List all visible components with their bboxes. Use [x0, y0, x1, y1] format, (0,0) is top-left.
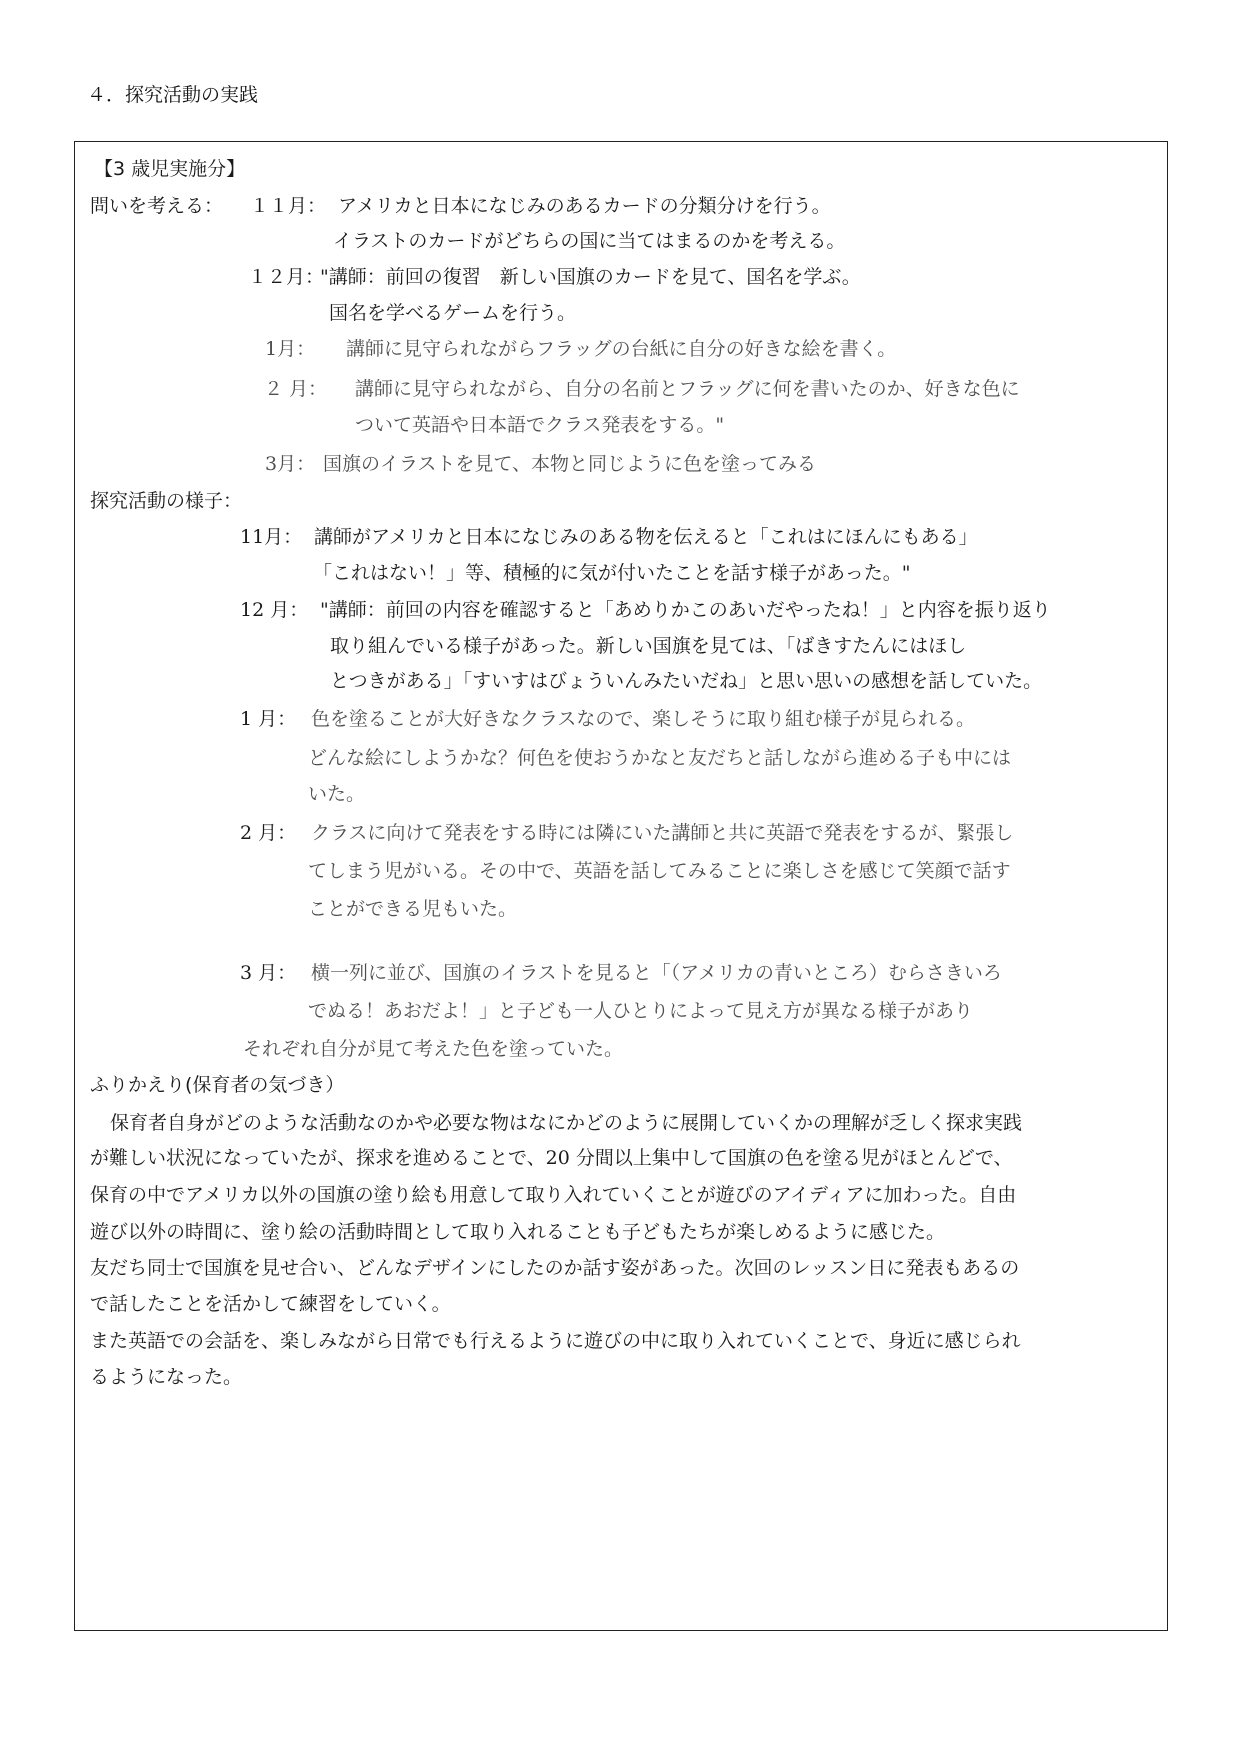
questions-jan-line1: 講師に見守られながらフラッグの台紙に自分の好きな絵を書く。 — [346, 338, 897, 360]
activity-mar-line2: でぬる！あおだよ！」と子ども一人ひとりによって見え方が異なる様子があり — [308, 1000, 974, 1022]
reflection-p2-line2: で話したことを活かして練習をしていく。 — [90, 1293, 451, 1315]
activity-dec-month: 12 月： — [240, 599, 309, 621]
reflection-p1-line3: 保育の中でアメリカ以外の国旗の塗り絵も用意して取り入れていくことが遊びのアイディアに加わった。自由 — [90, 1184, 1017, 1206]
activity-jan-line2: どんな絵にしようかな？何色を使おうかなと友だちと話しながら進める子も中には — [308, 747, 1012, 769]
reflection-p1-line2: が難しい状況になっていたが、探求を進めることで、20 分間以上集中して国旗の色を塗る児がほとんどで、 — [90, 1147, 1013, 1169]
activity-jan-month: 1 月： — [240, 708, 297, 730]
activity-nov-line1: 講師がアメリカと日本になじみのある物を伝えると「これはにほんにもある」 — [314, 526, 978, 548]
activity-feb-line2: てしまう児がいる。その中で、英語を話してみることに楽しさを感じて笑顔で話す — [308, 860, 1011, 882]
reflection-label: ふりかえり(保育者の気づき） — [90, 1074, 345, 1096]
activity-jan-line3: いた。 — [308, 783, 366, 805]
questions-feb-month: ２ 月： — [264, 378, 328, 400]
questions-mar-line1: 国旗のイラストを見て、本物と同じように色を塗ってみる — [323, 453, 817, 475]
activity-mar-month: 3 月： — [240, 962, 297, 984]
reflection-p1-line1: 保育者自身がどのような活動なのかや必要な物はなにかどのように展開していくかの理解が乏しく探求実践 — [110, 1112, 1023, 1134]
reflection-p3-line1: また英語での会話を、楽しみながら日常でも行えるように遊びの中に取り入れていくことで、身近に感じられ — [90, 1330, 1021, 1352]
questions-feb-line1: 講師に見守られながら、自分の名前とフラッグに何を書いたのか、好きな色に — [355, 378, 1020, 400]
questions-label: 問いを考える： — [90, 195, 224, 217]
class-label: 【3 歳児実施分】 — [94, 158, 246, 180]
activity-jan-line1: 色を塗ることが大好きなクラスなので、楽しそうに取り組む様子が見られる。 — [311, 708, 976, 730]
questions-nov-line1: アメリカと日本になじみのあるカードの分類分けを行う。 — [338, 195, 831, 217]
questions-dec-month: １２月： — [248, 266, 325, 288]
questions-jan-month: 1月： — [265, 338, 316, 360]
activity-dec-line3: とつきがある」「すいすはびょういんみたいだね」と思い思いの感想を話していた。 — [330, 670, 1043, 692]
activity-nov-line2: 「これはない！」等、積極的に気が付いたことを話す様子があった。" — [313, 562, 911, 584]
activity-feb-line1: クラスに向けて発表をする時には隣にいた講師と共に英語で発表をするが、緊張し — [311, 822, 1014, 844]
activity-mar-line3: それぞれ自分が見て考えた色を塗っていた。 — [243, 1038, 624, 1060]
questions-nov-month: １１月： — [250, 195, 327, 217]
activity-nov-month: 11月： — [240, 526, 303, 548]
questions-dec-line2: 国名を学べるゲームを行う。 — [329, 302, 577, 324]
questions-dec-line1: "講師：前回の復習 新しい国旗のカードを見て、国名を学ぶ。 — [320, 266, 861, 288]
activity-feb-line3: ことができる児もいた。 — [308, 898, 518, 920]
questions-nov-line2: イラストのカードがどちらの国に当てはまるのかを考える。 — [333, 230, 846, 252]
reflection-p1-line4: 遊び以外の時間に、塗り絵の活動時間として取り入れることも子どもたちが楽しめるように感じた。 — [90, 1221, 946, 1243]
section-heading: ４．探究活動の実践 — [87, 84, 259, 106]
activity-dec-line2: 取り組んでいる様子があった。新しい国旗を見ては、「ばきすたんにはほし — [330, 635, 967, 657]
activity-dec-line1: "講師：前回の内容を確認すると「あめりかこのあいだやったね！」と内容を振り返り — [320, 599, 1051, 621]
reflection-p3-line2: るようになった。 — [90, 1366, 243, 1388]
reflection-p2-line1: 友だち同士で国旗を見せ合い、どんなデザインにしたのか話す姿があった。次回のレッスン日に発表もあるの — [90, 1257, 1020, 1279]
activity-feb-month: 2 月： — [240, 822, 297, 844]
activity-mar-line1: 横一列に並び、国旗のイラストを見ると「（アメリカの青いところ）むらさきいろ — [311, 962, 1002, 984]
activity-label: 探究活動の様子： — [90, 490, 243, 512]
questions-mar-month: 3月： — [265, 453, 316, 475]
questions-feb-line2: ついて英語や日本語でクラス発表をする。" — [355, 414, 725, 436]
content-frame — [74, 141, 1168, 1631]
